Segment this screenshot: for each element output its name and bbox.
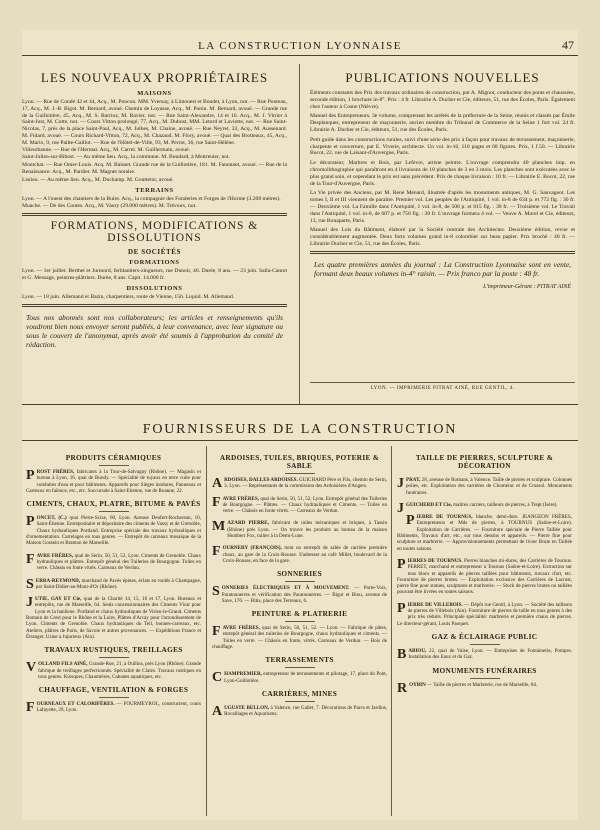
- supplier-entry: [212, 477, 387, 490]
- printer-signature: L'imprimeur-Gérant : PITRAT AINÉ: [483, 283, 571, 290]
- drop-cap: C: [212, 670, 223, 686]
- publication-item: Le décorateur, Marbres et Bois, par Lefèvre, artiste peintre. L'ouvrage comprendra 40 planches imp. en chromolithographie qui paraîtront en 4 livraisons de 10 planches de 3 en 3 mois. Les planches sont exécutées avec le plus grand soin, et cependant le prix est sans précédent. Prix de chaque livraison : 10 fr. — Librairie E. Bocot, 22, rue de la Tour-d'Auvergne, Paris.: [310, 160, 575, 187]
- supplier-name: IERRE DE TOURNUS,: [416, 514, 473, 521]
- page-number: 47: [562, 38, 574, 52]
- category-rule: [285, 473, 315, 474]
- category-rule: [470, 473, 500, 474]
- supplier-description: fabricant de tuiles mécaniques et briques, à Tassin (Rhône) près Lyon. — On trouve les produits au bureau de la maison Humbert Fox, tuilier à la Demi-Lune.: [227, 520, 388, 540]
- supplier-entry: [26, 553, 201, 572]
- page: [22, 30, 578, 820]
- supplier-name: GUICHERD ET Cie,: [406, 501, 452, 508]
- suppliers-column-2: [212, 448, 387, 724]
- supplier-entry: [212, 585, 387, 604]
- supplier-name: ABIOU,: [408, 647, 427, 654]
- supplier-entry: [212, 625, 387, 650]
- maisons-text: Lyon. — Rue de Condé 42 et 44, Acq., M. Poncon. MM. Yversay, à Limonest et Boudet, à Lyon, not. — Rue Ponteau, 17, Acq., M. J.-B. Bigot. M. Bernard, avoué. Chemin de Loyasse, Acq., M. Ponin. M. Bernard, avoué. — Grande rue de la Guillotière, 45, Acq., M. S. Barrioz, M. Ravier, not. — Rue Saint-Alexandre, 14 et 16. Acq., M. J. Vitrier à Saint-Just, M. Cotte, not. — Cours Vitton prolongé, 77, Acq., M. Dubost, MM. Letord et Laviotte, not. — Rue Saint-Nicolas, 7, près de la place Saint-Paul, Acq., M. Julhes, M. Chaine, avoué. — Rue Neyret, 33, Acq., M. Aussenard. M. Fidard, avoué. — Cours Richard-Vitton, 72, Acq., M. Chazaud. M. Flory, avoué. — Quai des Brotteaux, 45, Acq., M. Marix, 9, rue Pailte-Gaillot. — Rue de l'Hôtel-de-Ville, 93, M. Perrot, 36, rue Saint-Hélène.: [22, 99, 287, 146]
- supplier-description: blanche, demi-dure. JEANGEON FRÈRES, Entrepreneurs et Mds de pierres, à TOURNUS (Saône-et-Loire). Exploitation de Carrières. — Fourniture spéciale de Pierre Taillée pour Bâtiments, Travaux d'art, etc., sur tous dessins et appareils. — Pierre fine pour sculpture et marbrerie. — Approvisionnements permettant de livrer Brute en Taillée en toutes saisons.: [397, 514, 572, 552]
- maisons-entry: Listieu. — Au même lieu. Acq., M. Duchamp. M. Gouttetor, avoué.: [22, 176, 174, 183]
- drop-cap: A: [212, 476, 223, 491]
- category-heading: TAILLE DE PIERRES, SCULPTURE & DÉCORATION: [415, 453, 554, 470]
- supplier-name: ROST FRÈRES,: [36, 469, 75, 475]
- supplier-description: Pierres blanches mi-dures, des Carrières de Tournus. PERRET, marchand et entrepreneur à Tournus (Saône-et-Loire). Extraction sur tous blocs et appareils de pierres taillées pour bâtiments, travaux d'art, etc. Fourniture de pierres brutes. — Exploitation exclusive des Carrières de Lacrost, pierre fine pour statues, sculptures et marbrerie. — Stock de pierres brutes ou taillées pouvant être livrées en toutes saisons.: [397, 557, 573, 596]
- drop-cap: R: [397, 680, 408, 696]
- drop-cap: S: [212, 584, 220, 600]
- supplier-name: UTIE, GAY ET Cie,: [35, 596, 82, 603]
- dissolutions-heading: DISSOLUTIONS: [126, 284, 183, 292]
- drop-cap: P: [406, 513, 415, 529]
- supplier-description: entrepreneur de terrassements et pilotage, 17, place du Pont, Lyon-Guillotière.: [224, 671, 387, 684]
- category-rule: [470, 678, 500, 679]
- supplier-name: AVRE FRÈRES,: [222, 625, 260, 632]
- formations-subtitle: DE SOCIÉTÉS: [127, 248, 182, 257]
- drop-cap: J: [397, 500, 404, 516]
- supplier-description: quai de Serin, 50, 51, 52, Lyon. Ciments de Grenoble. Chaux hydrauliques et plâtres. Entrepôt général des Tuileries de Bourgogne. Tuiles en verre. Châssis en fonte vitrés. Carreaux de Verdun.: [36, 552, 201, 572]
- column-divider: [299, 64, 300, 404]
- publication-item: Éléments constants des Prix des travaux ordinaires de construction, par A. Mignot, conducteur des ponts et chaussées, seconde édition, 1 brochure in-8°. Prix : 4 fr. Librairie A. Ducher et Cie, éditeurs, 51, rue des Écoles, Paris. Également chez l'auteur à Cosne (Nièvre).: [310, 90, 575, 110]
- category-rule: [99, 511, 129, 512]
- supplier-description: — Porte-Voix, Paratonnerres et vérification des Paratonnerres. — Bigot et Biou, avenue de Saxe, 176. — Bitis, place des Terreaux, 6.: [221, 585, 387, 604]
- dissolutions-text: Lyon. — 18 juin. Allemand et Bazin, charpentiers, route de Vienne, 156. Liquid. M. Allemand.: [22, 293, 235, 300]
- supplier-entry: [212, 671, 387, 684]
- suppliers-column-3: [397, 448, 572, 695]
- drop-cap: F: [212, 544, 221, 560]
- page-header: [22, 38, 578, 56]
- drop-cap: B: [397, 646, 407, 662]
- supplier-entry: [26, 661, 201, 680]
- supplier-name: AVRE FRÈRES,: [222, 495, 260, 502]
- double-rule: [22, 304, 287, 307]
- column-divider: [391, 446, 392, 816]
- drop-cap: V: [26, 660, 37, 676]
- terrains-text: Lyon. — A l'ouest des chantiers de la Buire. Acq., la compagnie des Fonderies et Forges de l'Horme (3.208 mètres).: [22, 195, 281, 202]
- supplier-description: — Taille de pierres et Marbrerie, rue de Marseille, 84.: [425, 681, 538, 688]
- drop-cap: S: [26, 576, 34, 592]
- maisons-entry: Villeurbanne. — Rue de l'Hermat. Acq., M. Carrel. M. Guillermain, avoué.: [22, 146, 190, 153]
- supplier-name: OLLAND FILS AINÉ,: [38, 661, 88, 668]
- supplier-entry: [397, 602, 572, 627]
- formations-title: FORMATIONS, MODIFICATIONS & DISSOLUTIONS: [50, 220, 259, 245]
- printer-line: LYON. — IMPRIMERIE PITRAT AINÉ, RUE GENTIL, 4.: [310, 382, 575, 391]
- terrains-more: Muache. — De des Contes. Acq., M. Vaury (29.000 mètres). M. Trévoux, not.: [22, 203, 197, 210]
- supplier-description: — FOURMEYROL, constructeur, cours Lafayette, 29, Lyon.: [36, 701, 201, 714]
- supplier-name: ONNERIES ÉLECTRIQUES ET À MOUVEMENT.: [221, 585, 350, 592]
- supplier-entry: [397, 680, 572, 696]
- journal-title: LA CONSTRUCTION LYONNAISE: [198, 40, 402, 52]
- drop-cap: P: [26, 468, 35, 483]
- publication-item: Manuel des Lois du Bâtiment, élaboré par la Société centrale des Architectes. Deuxième édition, revue et considérablement augmentée. Deux forts volumes grand in-8 colombier sur beau papier. Prix broché : 40 fr. — Librairie Ducher et Cie, 51, rue des Écoles, Paris.: [310, 227, 575, 247]
- category-rule: [285, 621, 315, 622]
- supplier-name: RDOISES, DALLES ARDOISES.: [224, 477, 298, 483]
- double-rule: [22, 213, 287, 216]
- subscribers-notice: Tous nos abonnés sont nos collaborateurs; les articles et renseignements qu'ils voudront bien nous envoyer seront publiés, à leur convenance, avec leur signature ou sous le couvert de l'anonymat, après avoir été soumis à l'approbation du comité de rédaction.: [26, 312, 283, 349]
- maisons-more-list: [22, 147, 287, 184]
- supplier-entry: [26, 469, 201, 494]
- drop-cap: F: [26, 700, 35, 716]
- supplier-name: AZARD PIERRE,: [227, 520, 269, 527]
- supplier-entry: [397, 648, 572, 661]
- publications-title: PUBLICATIONS NOUVELLES: [345, 70, 540, 85]
- category-rule: [99, 657, 129, 658]
- supplier-description: 28, avenue de Romans, à Valence. Taille de pierres et sculpture. Colonnes polies, etc. Exploitation des carrières de Chomérac et de Crussol. Monuments funéraires.: [406, 477, 572, 496]
- category-rule: [285, 667, 315, 668]
- drop-cap: P: [26, 514, 35, 530]
- category-heading: CIMENTS, CHAUX, PLATRE, BITUME & PAVÉS: [26, 499, 201, 509]
- double-rule: [310, 251, 575, 254]
- maisons-entry: Saint-Jullen-sur-Bibost. — Au même lieu. Acq., la commune. M. Boudard, à Mottreuier, not.: [22, 154, 230, 161]
- supplier-entry: [26, 596, 201, 640]
- category-heading: GAZ & ÉCLAIRAGE PUBLIC: [431, 631, 538, 641]
- publication-item: Manuel des Entrepreneurs, 3e volume, comprenant les arrêtés de la préfecture de la Seine, réunis et classés par Émile Desplanques, entrepreneur de maçonnerie, ancien membre du Tribunal de Commerce de la Seine 1 fort vol. 24 fr. Librairie A. Ducher et Cie, éditeurs, 51, rue des Écoles, Paris.: [310, 113, 575, 133]
- category-heading: TERRASSEMENTS: [265, 655, 334, 665]
- volumes-notice: Les quatre premières années du journal : La Construction Lyonnaise sont en vente, formant deux beaux volumes in-4° raisin. — Prix franco par la poste : 48 fr.: [314, 259, 571, 278]
- category-heading: CARRIÈRES, MINES: [261, 688, 338, 698]
- category-heading: TRAVAUX RUSTIQUES, TREILLAGES: [44, 645, 183, 655]
- drop-cap: F: [26, 551, 35, 567]
- category-heading: PRODUITS CÉRAMIQUES: [65, 453, 162, 462]
- supplier-name: OYBIN: [409, 681, 426, 688]
- category-rule: [99, 465, 129, 466]
- section-rule: [22, 440, 578, 441]
- drop-cap: F: [212, 494, 221, 510]
- category-rule: [285, 701, 315, 702]
- supplier-description: maîtres carriers, tailleurs de pierres, à Trept (Isère).: [451, 501, 558, 508]
- supplier-entry: [26, 701, 201, 714]
- supplier-name: AVRE FRÈRES,: [36, 552, 74, 559]
- maisons-heading: MAISONS: [137, 90, 172, 97]
- supplier-description: quai de Serin, 50, 51, 52. — Lyon. — Fabrique de pâtes, entrepôt général des tuileries de Bourgogne, chaux hydrauliques et ciments. — Tuiles en verre. — Châssis en fonte, vitrés. Carreaux de Verdun. — Bois de chauffage.: [212, 625, 388, 651]
- maisons-entry: Montchat. — Rue Omer-Louis. Acq. M. Baisset. Grande rue de la Guillotière, 181. M. Fanonnet, avoué. — Rue de la Renaissance. Acq., M. Pardier. M. Magnet notaire.: [22, 162, 287, 175]
- supplier-entry: [397, 500, 572, 516]
- proprietaires-title: LES NOUVEAUX PROPRIÉTAIRES: [40, 70, 269, 85]
- category-rule: [285, 581, 315, 582]
- drop-cap: P: [397, 600, 406, 616]
- supplier-entry: [397, 477, 572, 496]
- supplier-description: à Valence, rue Gallet, 7. Décorations de Parcs et Jardins, Rocaillages et Aquariums.: [224, 704, 387, 718]
- section-rule: [22, 404, 578, 405]
- category-rule: [99, 697, 129, 698]
- category-rule: [470, 644, 500, 645]
- publication-item: Petit guide dans les constructions rurales, suivi d'une série des prix à façon pour travaux de terrassement, maçonnerie, charpente et couverture, par E. Viverie, architecte. Un vol. in-16, 110 pages et 68 figures. Prix, 1 f.50. — Librairie Bocot, 22, rue de Laisant-d'Auvergne, Paris.: [310, 136, 575, 157]
- supplier-entry: [212, 520, 387, 539]
- drop-cap: A: [212, 703, 223, 719]
- supplier-entry: [212, 705, 387, 718]
- formations-text: Lyon. — 1er juillet. Berthet et Jurmord, ferblantiers-zingueurs, rue Dunoir, 46. Durée, 8 ans. — 23 juin. Salla-Cantot et G. Message, peintres-plâtriers. Durée, 8 ans. Capit. 14.000 fr.: [22, 268, 287, 281]
- category-heading: PEINTURE & PLATRERIE: [251, 609, 348, 619]
- supplier-entry: [26, 578, 201, 591]
- supplier-description: Grande-Rue, 21, à Oullins, près Lyon (Rhône). Grande fabrique de treillages perfectionnés. Spécialité de Claies. Travaux rustiques en tous genres. Kiosques, Chaumières, Cabanes aquatiques, etc.: [38, 661, 201, 680]
- supplier-name: IERRES DE TOURNUS.: [407, 557, 463, 564]
- supplier-description: tient un entrepôt de sable de carrière première chaux, au gare de la Croix-Rousse. S'adresser au café Millet, boulevard de la Croix-Rousse, en face de la gare.: [222, 545, 387, 564]
- supplier-description: quai de Serin, 50, 51, 52, Lyon. Entrepôt général des Tuileries de Bourgogne. — Plâtres. — Chaux hydrauliques et Ciments. — Tuiles en verre. — Châssis en fonte vitrés. — Carreaux de Verdun.: [222, 495, 387, 515]
- supplier-name: PRAT,: [406, 477, 421, 483]
- drop-cap: P: [397, 556, 406, 572]
- supplier-name: ONCET, (C.): [36, 515, 67, 522]
- suppliers-column-1: [26, 448, 201, 720]
- supplier-description: fabricants à la Tour-de-Salvagny (Rhône). — Magasin et bureau à Lyon, 16, quai de Bondy. — Spécialité de tuyaux en terre cuite pour conduites d'eau et pour bâtiments. Appareils pour Sièges inodores, Panneaux et Carreaux en faïence, etc., etc. Succursale à Saint-Etienne, rue de Roanne, 22.: [26, 469, 201, 494]
- supplier-description: GUICHARD Père et Fils, chemin de Serin, 3, Lyon. — Représentants de la commission des Ardoisières d'Angers.: [224, 477, 388, 490]
- supplier-entry: [26, 515, 201, 546]
- drop-cap: J: [397, 476, 404, 491]
- drop-cap: F: [212, 624, 221, 640]
- supplier-entry: [212, 496, 387, 515]
- supplier-description: — Dépôt rue Gentil, à Lyon. — Société des tailleurs de pierres de Villebois (Ain). Fourniture de pierres de taille en tous genres à des prix très réduits. Principale spécialité: marbrerie et première chaux de pierres. Le directeur-gérant, Louis Paoquet.: [397, 601, 572, 627]
- left-column: [22, 66, 287, 355]
- drop-cap: M: [212, 519, 226, 535]
- supplier-description: 22, quai de Vaise, Lyon. — Entreprises de Fontainerie, Pompes. Installation des Eaux et du Gaz.: [408, 647, 572, 661]
- supplier-entry: [397, 558, 572, 596]
- category-heading: MONUMENTS FUNÉRAIRES: [432, 665, 537, 675]
- supplier-name: OURNEAUX ET CALORIFÈRES.: [36, 701, 115, 708]
- supplier-name: UGUSTE BELLON,: [224, 704, 270, 711]
- supplier-name: OURNERY (FRANÇOIS),: [222, 545, 282, 552]
- supplier-entry: [397, 514, 572, 552]
- terrains-heading: TERRAINS: [135, 186, 174, 194]
- column-divider: [206, 446, 207, 816]
- formations-heading: FORMATIONS: [129, 259, 180, 267]
- supplier-entry: [212, 545, 387, 564]
- publications-list: [310, 90, 575, 248]
- supplier-description: quai de la Charité 14, 15, 16 et 17, Lyon. Bureaux et entrepôts, rue de Marseille, 64. Seuls concessionnaires des Ciments Vicat pour Lyon et la banlieue. Portland et chaux hydrauliques de Virieu-le-Grand. Ciments Romain de Crest pour le Rhône et la Loire, Plâtres d'Arcay pour l'arrondissement de Lyon. Ciments de Grenoble. Chaux hydrauliques du Teil, bonnes-carreaux, etc. Ateliers, plâtres de Paris, de Savoie et autres provenances. — Expéditions France et Étranger. Usine à Jujurieux (Ain).: [26, 596, 201, 640]
- right-column: [310, 66, 575, 290]
- drop-cap: J: [26, 595, 33, 611]
- supplier-description: quai Pierre-Scize, 60, Lyon. Avenue Denfert-Rochereau, 10, Saint-Étienne. Entrepositaire et dépositaire des ciments de Vassy et de Grenoble, Chaux hydrauliques Portland. Entreprise spéciale des travaux hydrauliques et d'ornementation. Carrelages en tous genres. — Entrepôt de carreaux mosaïque de la Maison Gossein et Bramon de Marseille.: [26, 515, 201, 547]
- category-heading: CHAUFFAGE, VENTILATION & FORGES: [38, 685, 189, 695]
- fournisseurs-title: FOURNISSEURS DE LA CONSTRUCTION: [142, 422, 458, 437]
- publication-item: La Vie privée des Anciens, par M. René Ménard, illustrée d'après les monuments antiques, M. G. Sauvageot. Les tomes I, II et III viennent de paraître. Premier vol. Les peuples de l'Antiquité, 1 vol. in-8 de 634 p. et 772 fig. : 30 fr. — Deuxième vol. La Famille dans l'Antiquité, 1 vol. in-8, de 508 p. et 815 fig. : 30 fr. — Troisième vol. Le Travail dans l'Antiquité, 1 vol. in-8, de 607 p. et 750 fig. : 30 fr. L'ouvrage formera 4 vol. — Veuve A. Morel et Cie, éditeurs, 13, rue Bonaparte, Paris.: [310, 190, 575, 224]
- category-heading: ARDOISES, TUILES, BRIQUES, POTERIE & SABLE: [219, 453, 380, 470]
- supplier-name: ERRA-REYMOND,: [35, 577, 81, 584]
- category-heading: SONNERIES: [277, 569, 322, 579]
- supplier-description: marchand de Pavés épines, éclats en roulés à Champagne, par Saint-Didier-au-Mont-d'Or (Rhône).: [35, 577, 201, 590]
- supplier-name: IERRE DE VILLEBOIS.: [407, 601, 463, 608]
- supplier-name: HAMPREMIER,: [224, 671, 262, 678]
